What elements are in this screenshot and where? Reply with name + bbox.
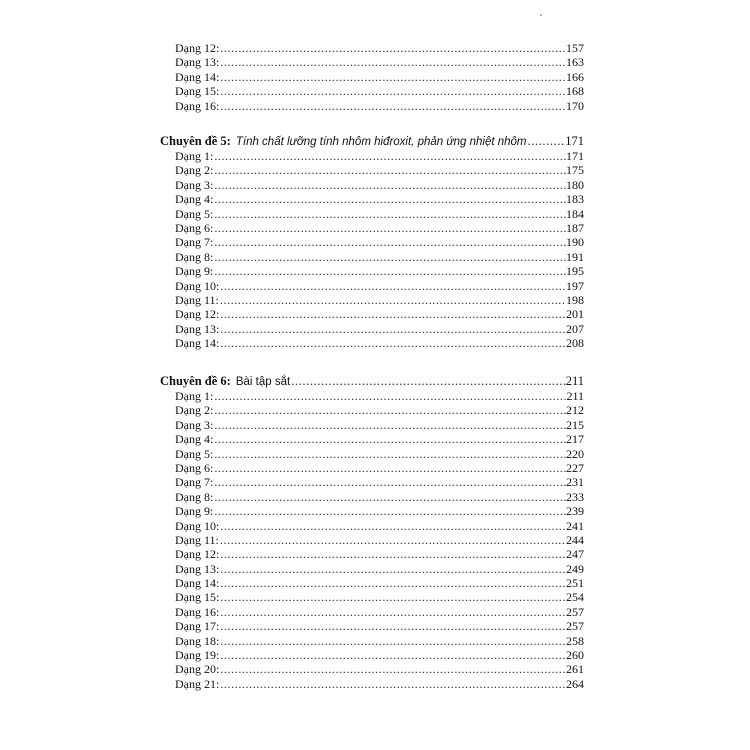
dot-leader	[219, 55, 566, 69]
dot-leader	[219, 662, 566, 676]
entry-page-number: 175	[566, 163, 584, 178]
toc-entry	[160, 403, 584, 417]
entry-page-number: 233	[566, 489, 584, 504]
entry-page-number: 184	[566, 206, 584, 221]
entry-label: Dạng 7:	[175, 235, 214, 250]
dot-leader	[213, 221, 566, 235]
toc-entry	[160, 519, 584, 533]
toc-chapter-5	[160, 133, 584, 350]
entry-label: Dạng 7:	[175, 475, 214, 490]
toc-entry	[160, 99, 584, 113]
toc-entry	[160, 447, 584, 461]
chapter-heading-label	[160, 133, 527, 150]
dot-leader	[290, 373, 566, 389]
entry-label: Dạng 20:	[175, 662, 220, 677]
dot-leader	[219, 547, 566, 561]
toc-entry	[160, 389, 584, 403]
entry-label: Dạng 4:	[175, 432, 214, 447]
entry-page-number: 254	[566, 590, 584, 605]
dot-leader	[219, 279, 566, 293]
chapter-number: Chuyên đề 5:	[160, 134, 231, 148]
entry-page-number: 257	[566, 604, 584, 619]
entry-label: Dạng 13:	[175, 321, 220, 336]
entry-label: Dạng 6:	[175, 220, 214, 235]
entry-page-number: 166	[566, 69, 584, 84]
dot-leader	[213, 490, 566, 504]
toc-entry	[160, 293, 584, 307]
toc-entry	[160, 662, 584, 676]
entry-page-number: 201	[566, 307, 584, 322]
toc-entry	[160, 70, 584, 84]
toc-entry	[160, 605, 584, 619]
toc-entry	[160, 207, 584, 221]
entry-label: Dạng 18:	[175, 633, 220, 648]
toc-entry	[160, 178, 584, 192]
toc-entry	[160, 322, 584, 336]
chapter-title: Bài tập sắt	[235, 376, 291, 388]
entry-label: Dạng 13:	[175, 55, 220, 70]
entry-page-number: 264	[566, 676, 584, 691]
toc-entry	[160, 634, 584, 648]
entry-label: Dạng 1:	[175, 389, 214, 403]
dot-leader	[213, 475, 566, 489]
dot-leader	[213, 178, 566, 192]
entry-page-number: 241	[566, 518, 584, 533]
entry-page-number: 260	[566, 648, 584, 663]
entry-label: Dạng 3:	[175, 177, 214, 192]
toc-entry	[160, 504, 584, 518]
entry-label: Dạng 12:	[175, 307, 220, 322]
entry-page-number: 208	[566, 336, 584, 351]
chapter-heading	[160, 373, 584, 389]
entry-page-number: 170	[566, 98, 584, 113]
toc-entry	[160, 648, 584, 662]
toc-group-continued	[160, 41, 584, 113]
entry-page-number: 227	[566, 460, 584, 475]
dot-leader	[213, 504, 566, 518]
toc-entry	[160, 279, 584, 293]
dot-leader	[219, 677, 566, 691]
dot-leader	[219, 519, 566, 533]
entry-label: Dạng 5:	[175, 206, 214, 221]
dot-leader	[213, 403, 566, 417]
toc-entry	[160, 84, 584, 98]
chapter-title: Tính chất lưỡng tính nhôm hiđroxit, phản ứng nhiệt nhôm	[235, 136, 527, 148]
entry-label: Dạng 14:	[175, 336, 220, 351]
entry-label: Dạng 11:	[175, 532, 219, 547]
dot-leader	[213, 264, 566, 278]
entry-page-number: 163	[566, 55, 584, 70]
dot-leader	[527, 133, 566, 149]
chapter-heading-label	[160, 373, 290, 390]
dot-leader	[219, 336, 566, 350]
toc-entry	[160, 336, 584, 350]
entry-label: Dạng 6:	[175, 460, 214, 475]
entry-page-number: 168	[566, 84, 584, 99]
entry-label: Dạng 15:	[175, 590, 220, 605]
dot-leader	[219, 70, 566, 84]
entry-label: Dạng 19:	[175, 648, 220, 663]
toc-entry	[160, 461, 584, 475]
chapter-5-items	[160, 149, 584, 350]
entry-page-number: 258	[566, 633, 584, 648]
entry-page-number: 180	[566, 177, 584, 192]
entry-label: Dạng 11:	[175, 292, 219, 307]
dot-leader	[219, 590, 566, 604]
entry-label: Dạng 16:	[175, 604, 220, 619]
entry-page-number: 251	[566, 576, 584, 591]
entry-page-number: 171	[566, 149, 584, 163]
entry-page-number: 198	[566, 292, 584, 307]
entry-page-number: 212	[566, 403, 584, 418]
entry-label: Dạng 4:	[175, 192, 214, 207]
toc-entry	[160, 533, 584, 547]
entry-label: Dạng 10:	[175, 278, 220, 293]
dot-leader	[219, 533, 566, 547]
entry-page-number: 217	[566, 432, 584, 447]
dot-leader	[219, 322, 566, 336]
entry-label: Dạng 17:	[175, 619, 220, 634]
dot-leader	[213, 235, 566, 249]
dot-leader	[213, 192, 566, 206]
toc-entry	[160, 418, 584, 432]
toc-entry	[160, 490, 584, 504]
dot-leader	[213, 447, 566, 461]
toc-entry	[160, 677, 584, 691]
dot-leader	[213, 207, 566, 221]
chapter-6-items	[160, 389, 584, 691]
toc-entry	[160, 235, 584, 249]
entry-label: Dạng 5:	[175, 446, 214, 461]
toc-entry	[160, 475, 584, 489]
toc-entry	[160, 590, 584, 604]
entry-page-number: 195	[566, 264, 584, 279]
toc-entry	[160, 149, 584, 163]
dot-leader	[219, 41, 566, 55]
toc-entry	[160, 55, 584, 69]
toc-entry	[160, 163, 584, 177]
entry-page-number: 207	[566, 321, 584, 336]
entry-label: Dạng 9:	[175, 504, 214, 519]
entry-label: Dạng 1:	[175, 149, 214, 163]
dot-leader	[219, 619, 566, 633]
dot-leader	[219, 307, 566, 321]
dot-leader	[213, 432, 566, 446]
toc-entry	[160, 576, 584, 590]
toc-entry	[160, 264, 584, 278]
toc-entry	[160, 307, 584, 321]
chapter-page-number: 171	[565, 134, 584, 148]
entry-label: Dạng 8:	[175, 489, 214, 504]
entry-label: Dạng 2:	[175, 163, 214, 178]
toc-entry	[160, 432, 584, 446]
entry-page-number: 197	[566, 278, 584, 293]
dot-leader	[213, 250, 566, 264]
dot-leader	[213, 418, 566, 432]
toc-entry	[160, 562, 584, 576]
entry-page-number: 249	[566, 561, 584, 576]
toc-entry	[160, 547, 584, 561]
entry-label: Dạng 12:	[175, 41, 220, 55]
dot-leader	[219, 84, 566, 98]
entry-page-number: 211	[566, 389, 584, 403]
entry-page-number: 191	[566, 249, 584, 264]
dot-leader	[219, 648, 566, 662]
dot-leader	[219, 99, 566, 113]
dot-leader	[219, 605, 566, 619]
entry-label: Dạng 13:	[175, 561, 220, 576]
entry-label: Dạng 16:	[175, 98, 220, 113]
entry-label: Dạng 15:	[175, 84, 220, 99]
dot-leader	[219, 576, 566, 590]
entry-page-number: 220	[566, 446, 584, 461]
entry-label: Dạng 9:	[175, 264, 214, 279]
entry-page-number: 190	[566, 235, 584, 250]
dot-leader	[219, 562, 566, 576]
entry-page-number: 257	[566, 619, 584, 634]
entry-page-number: 239	[566, 504, 584, 519]
entry-page-number: 215	[566, 417, 584, 432]
toc-entry	[160, 619, 584, 633]
toc-entry	[160, 41, 584, 55]
dot-leader	[219, 634, 566, 648]
entry-page-number: 231	[566, 475, 584, 490]
toc-entry	[160, 192, 584, 206]
entry-label: Dạng 8:	[175, 249, 214, 264]
entry-page-number: 247	[566, 547, 584, 562]
dot-leader	[213, 149, 566, 163]
chapter-heading	[160, 133, 584, 149]
entry-label: Dạng 2:	[175, 403, 214, 418]
entry-page-number: 244	[566, 532, 584, 547]
dot-leader	[213, 461, 566, 475]
entry-page-number: 187	[566, 220, 584, 235]
entry-label: Dạng 3:	[175, 417, 214, 432]
entry-label: Dạng 14:	[175, 69, 220, 84]
chapter-number: Chuyên đề 6:	[160, 374, 231, 388]
entry-page-number: 157	[566, 41, 584, 55]
toc-entry	[160, 250, 584, 264]
entry-page-number: 261	[566, 662, 584, 677]
toc-entry	[160, 221, 584, 235]
entry-label: Dạng 21:	[175, 676, 220, 691]
scan-speck	[540, 14, 542, 16]
dot-leader	[213, 163, 566, 177]
dot-leader	[219, 293, 566, 307]
dot-leader	[213, 389, 566, 403]
entry-label: Dạng 14:	[175, 576, 220, 591]
entry-label: Dạng 12:	[175, 547, 220, 562]
chapter-page-number: 211	[565, 374, 584, 388]
entry-label: Dạng 10:	[175, 518, 220, 533]
entry-page-number: 183	[566, 192, 584, 207]
toc-chapter-6	[160, 373, 584, 691]
